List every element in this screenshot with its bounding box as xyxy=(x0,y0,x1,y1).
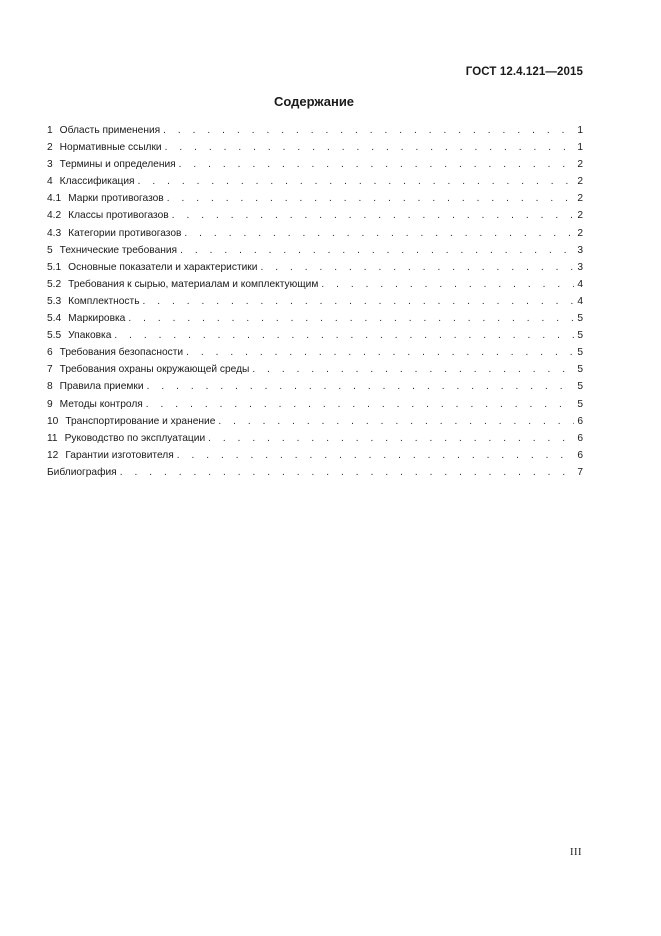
toc-entry[interactable] xyxy=(47,156,583,173)
toc-entry[interactable] xyxy=(47,122,583,139)
toc-entry-page: 5 xyxy=(577,381,583,393)
toc-entry[interactable] xyxy=(47,413,583,430)
toc-entry[interactable] xyxy=(47,242,583,259)
toc-entry[interactable] xyxy=(47,447,583,464)
toc-entry-label: Термины и определения xyxy=(59,159,176,171)
dot-leader xyxy=(147,378,575,395)
toc-entry-page: 3 xyxy=(577,261,583,273)
dot-leader xyxy=(138,173,575,190)
toc-entry-page: 1 xyxy=(577,142,583,154)
dot-leader xyxy=(179,156,575,173)
toc-entry-page: 5 xyxy=(577,398,583,410)
toc-entry[interactable] xyxy=(47,344,583,361)
toc-entry-number: 10 xyxy=(47,415,59,427)
toc-entry-page: 2 xyxy=(577,227,583,239)
toc-entry-label: Требования охраны окружающей среды xyxy=(59,364,250,376)
toc-entry-page: 4 xyxy=(577,278,583,290)
toc-entry-number: 3 xyxy=(47,159,53,171)
toc-entry[interactable] xyxy=(47,361,583,378)
toc-entry-label: Основные показатели и характеристики xyxy=(68,261,258,273)
toc-entry[interactable] xyxy=(47,378,583,395)
toc-entry-label: Транспортирование и хранение xyxy=(65,415,216,427)
toc-entry-label: Маркировка xyxy=(68,313,126,325)
dot-leader xyxy=(260,259,574,276)
toc-entry-label: Нормативные ссылки xyxy=(59,142,162,154)
toc-entry-number: 4 xyxy=(47,176,53,188)
toc-entry[interactable] xyxy=(47,327,583,344)
dot-leader xyxy=(180,242,574,259)
toc-entry-page: 5 xyxy=(577,347,583,359)
toc-entry-number: 9 xyxy=(47,398,53,410)
toc-entry-page: 2 xyxy=(577,210,583,222)
toc-entry-number: 12 xyxy=(47,449,59,461)
toc-entry-label: Классификация xyxy=(59,176,135,188)
toc-entry-label: Методы контроля xyxy=(59,398,143,410)
dot-leader xyxy=(218,413,574,430)
dot-leader xyxy=(120,464,575,481)
toc-entry-label: Требования безопасности xyxy=(59,347,184,359)
dot-leader xyxy=(252,361,574,378)
toc-entry-page: 6 xyxy=(577,415,583,427)
dot-leader xyxy=(128,310,574,327)
toc-entry[interactable] xyxy=(47,225,583,242)
dot-leader xyxy=(184,225,574,242)
dot-leader xyxy=(172,207,575,224)
toc-entry-number: 11 xyxy=(47,432,58,444)
toc-entry-number: 2 xyxy=(47,142,53,154)
dot-leader xyxy=(146,396,575,413)
toc-entry-page: 5 xyxy=(577,330,583,342)
document-code: ГОСТ 12.4.121—2015 xyxy=(465,66,583,78)
toc-entry-page: 6 xyxy=(577,432,583,444)
dot-leader xyxy=(167,190,575,207)
toc-entry-page: 5 xyxy=(577,364,583,376)
toc-entry[interactable] xyxy=(47,276,583,293)
toc-entry[interactable] xyxy=(47,293,583,310)
dot-leader xyxy=(321,276,574,293)
dot-leader xyxy=(114,327,574,344)
toc-entry-label: Требования к сырью, материалам и комплектующим xyxy=(68,278,319,290)
dot-leader xyxy=(208,430,574,447)
toc-entry-page: 1 xyxy=(577,125,583,136)
dot-leader xyxy=(186,344,574,361)
dot-leader xyxy=(165,139,575,156)
toc-entry[interactable] xyxy=(47,259,583,276)
toc-entry-page: 4 xyxy=(577,295,583,307)
toc-entry-number: 8 xyxy=(47,381,53,393)
toc-entry-label: Библиография xyxy=(47,466,117,478)
toc-entry-number: 4.2 xyxy=(47,210,62,222)
toc-entry-label: Марки противогазов xyxy=(68,193,164,205)
toc-entry-number: 5.1 xyxy=(47,261,62,273)
dot-leader xyxy=(163,122,574,139)
toc-entry[interactable] xyxy=(47,207,583,224)
toc-entry[interactable] xyxy=(47,430,583,447)
toc-entry-page: 2 xyxy=(577,193,583,205)
toc-entry-number: 7 xyxy=(47,364,53,376)
toc-entry[interactable] xyxy=(47,139,583,156)
toc-entry-label: Категории противогазов xyxy=(68,227,182,239)
table-of-contents xyxy=(47,122,583,481)
toc-entry[interactable] xyxy=(47,190,583,207)
toc-entry[interactable] xyxy=(47,173,583,190)
toc-entry-number: 1 xyxy=(47,125,53,136)
toc-entry-page: 6 xyxy=(577,449,583,461)
toc-entry-number: 5.3 xyxy=(47,295,62,307)
toc-entry-label: Гарантии изготовителя xyxy=(65,449,174,461)
toc-entry-page: 7 xyxy=(577,466,583,478)
toc-entry-number: 5.5 xyxy=(47,330,62,342)
toc-entry-number: 5.2 xyxy=(47,278,62,290)
toc-entry-page: 2 xyxy=(577,159,583,171)
page-number: III xyxy=(570,847,582,858)
toc-entry-label: Правила приемки xyxy=(59,381,144,393)
toc-title: Содержание xyxy=(273,94,355,109)
toc-entry-page: 2 xyxy=(577,176,583,188)
toc-entry-label: Технические требования xyxy=(59,244,178,256)
toc-entry-label: Область применения xyxy=(59,125,161,136)
toc-entry-number: 4.3 xyxy=(47,227,62,239)
dot-leader xyxy=(143,293,575,310)
toc-entry-page: 3 xyxy=(577,244,583,256)
toc-entry-label: Руководство по эксплуатации xyxy=(64,432,206,444)
toc-entry[interactable] xyxy=(47,310,583,327)
toc-entry-label: Комплектность xyxy=(68,295,140,307)
toc-entry-label: Классы противогазов xyxy=(68,210,169,222)
toc-entry-number: 4.1 xyxy=(47,193,62,205)
toc-entry-number: 6 xyxy=(47,347,53,359)
toc-entry-number: 5 xyxy=(47,244,53,256)
toc-entry-number: 5.4 xyxy=(47,313,62,325)
toc-entry[interactable] xyxy=(47,464,583,481)
toc-entry[interactable] xyxy=(47,396,583,413)
toc-entry-label: Упаковка xyxy=(68,330,112,342)
dot-leader xyxy=(177,447,575,464)
toc-entry-page: 5 xyxy=(577,313,583,325)
